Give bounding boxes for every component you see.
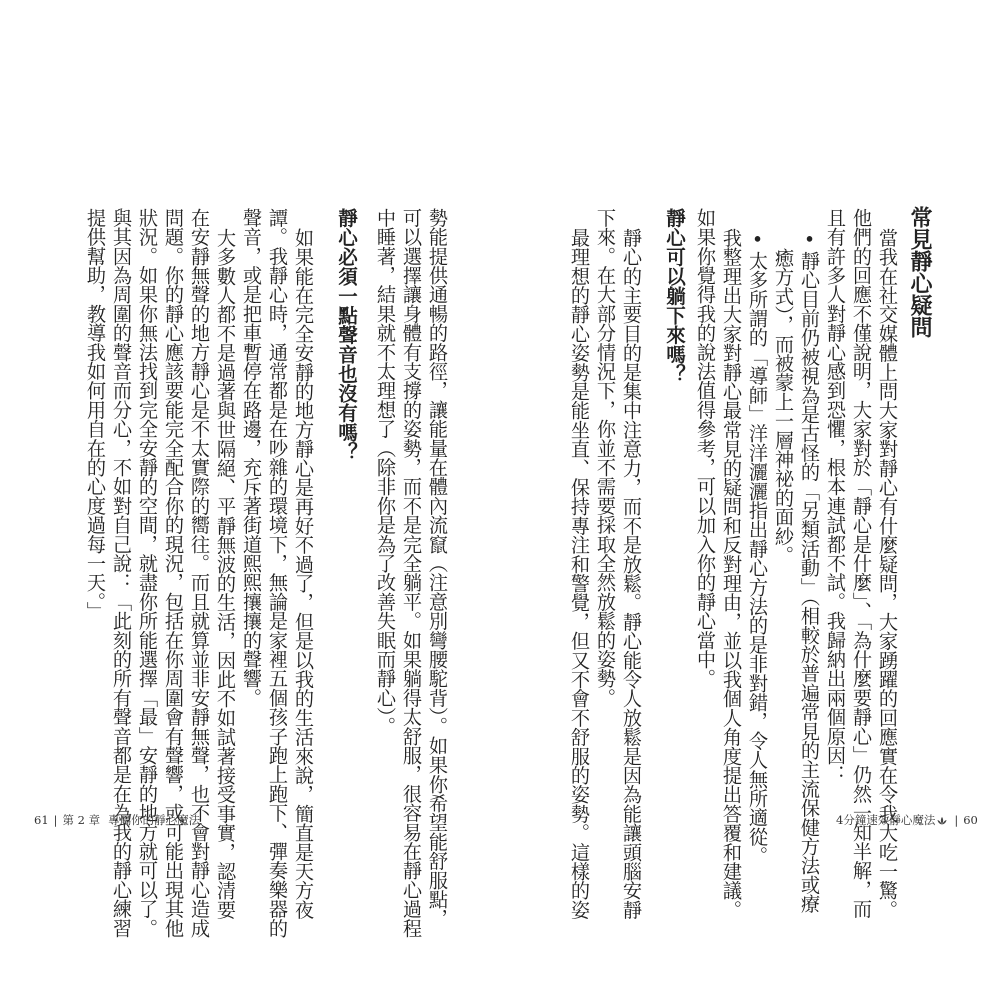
bullet-line: 癒方式），而被蒙上一層神祕的面紗。 [772,248,795,565]
bullet-line: •太多所謂的「導師」洋洋灑灑指出靜心方法的是非對錯，令人無所適從。 [746,228,769,866]
text-line: 聲音，或是把車暫停在路邊，充斥著街道熙熙攘攘的聲響。 [240,208,263,708]
bullet-line: •靜心目前仍被視為是古怪的「另類活動」（相較於普遍常見的主流保健方法或療 [798,228,821,914]
text-line: 如果你覺得我的說法值得參考，可以加入你的靜心當中。 [694,208,717,688]
text-line: 下來。在大部分情況下，你並不需要採取全然放鬆的姿勢。 [594,208,617,708]
text-line: 與其因為周圍的聲音而分心，不如對自己說：「此刻的所有聲音都是在為我的靜心練習 [110,208,133,938]
chapter-title: 專屬你的靜心魔法 [108,813,201,827]
text-line: 我整理出大家對靜心最常見的疑問和反對理由，並以我個人角度提出答覆和建議。 [720,228,743,920]
page-number: 60 [963,813,978,827]
text-line: 如果能在完全安靜的地方靜心是再好不過了，但是以我的生活來說，簡直是天方夜 [292,228,315,920]
text-line: 最理想的靜心姿勢是能坐直、保持專注和警覺，但又不會不舒服的姿勢。這樣的姿 [568,228,591,920]
subsection-heading: 靜心可以躺下來嗎？ [663,208,686,384]
lotus-icon [937,817,947,825]
page-footer-right: 4分鐘速效靜心魔法 | 60 [836,813,978,827]
chapter-label: 第 2 章 [62,813,101,827]
text-line: 在安靜無聲的地方靜心是不太實際的嚮往。而且就算並非安靜無聲，也不會對靜心造成 [188,208,211,938]
text-line: 且有許多人對靜心感到恐懼，根本連試都不試。我歸納出兩個原因： [824,208,847,784]
text-line: 靜心的主要目的是集中注意力，而不是放鬆。靜心能令人放鬆是因為能讓頭腦安靜 [620,228,643,920]
text-line: 狀況。如果你無法找到完全安靜的空間，就盡你所能選擇「最」安靜的地方就可以了。 [136,208,159,938]
text-line: 勢能提供通暢的路徑，讓能量在體內流竄（注意別彎腰駝背）。如果你希望能舒服點， [426,208,449,928]
page-number: 61 [34,813,49,827]
text-line: 當我在社交媒體上問大家對靜心有什麼疑問，大家踴躍的回應實在令我大吃一驚。 [876,228,899,920]
text-line: 大多數人都不是過著與世隔絕、平靜無波的生活，因此不如試著接受事實，認清要 [214,228,237,920]
text-line: 譚。我靜心時，通常都是在吵雜的環境下，無論是家裡五個孩子跑上跑下、彈奏樂器的 [266,208,289,938]
section-heading: 常見靜心疑問 [907,206,932,338]
page-footer-left: 61 | 第 2 章 專屬你的靜心魔法 [34,813,201,827]
text-line: 提供幫助，教導我如何用自在的心度過每一天。」 [84,208,107,621]
text-line: 可以選擇讓身體有支撐的姿勢，而不是完全躺平。如果躺得太舒服，很容易在靜心過程 [400,208,423,938]
text-line: 問題。你的靜心應該要能完全配合你的現況，包括在你周圍會有聲響，或可能出現其他 [162,208,185,938]
text-line: 他們的回應不僅說明，大家對於「靜心是什麼」、「為什麼要靜心」仍然一知半解，而 [850,208,873,919]
text-line: 中睡著，結果就不太理想了（除非你是為了改善失眠而靜心）。 [374,208,397,736]
book-title: 4分鐘速效靜心魔法 [836,813,936,827]
subsection-heading: 靜心必須一點聲音也沒有嗎？ [335,208,358,462]
